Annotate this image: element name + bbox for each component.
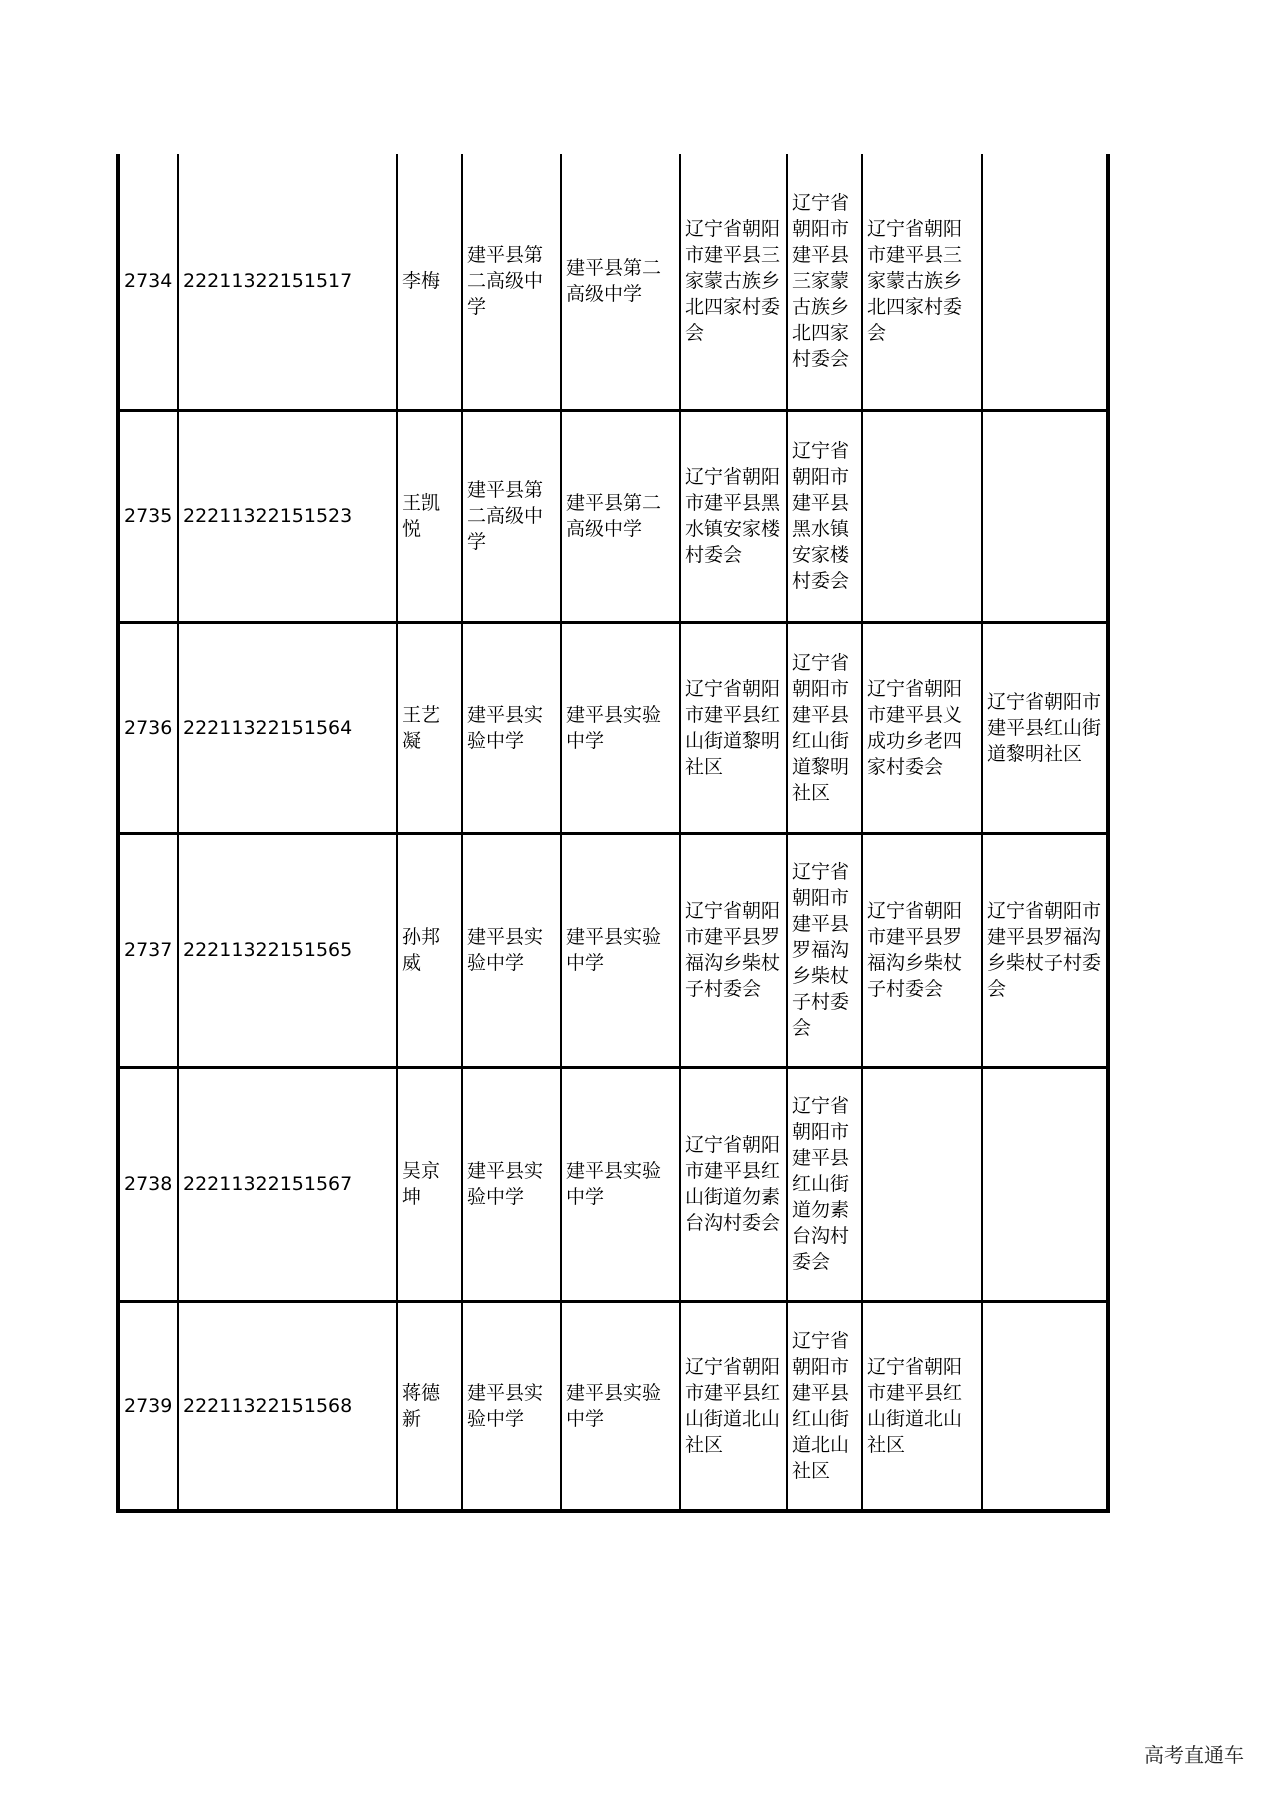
household-address: 辽宁省朝阳市建平县三家蒙古族乡北四家村委会 [680,154,787,410]
roster-table [116,154,1110,1513]
table-row [118,622,1108,833]
guardian-household-address: 辽宁省朝阳市建平县红山街道北山社区 [862,1301,982,1511]
row-number: 2736 [118,622,178,833]
guardian-residence-address [982,1301,1108,1511]
school: 建平县实验中学 [462,1301,561,1511]
household-address: 辽宁省朝阳市建平县红山街道黎明社区 [680,622,787,833]
row-number: 2738 [118,1067,178,1301]
guardian-household-address: 辽宁省朝阳市建平县三家蒙古族乡北四家村委会 [862,154,982,410]
household-address: 辽宁省朝阳市建平县黑水镇安家楼村委会 [680,410,787,622]
row-number: 2737 [118,833,178,1067]
candidate-name: 王艺凝 [397,622,462,833]
graduation-school: 建平县实验中学 [561,833,680,1067]
candidate-name: 孙邦威 [397,833,462,1067]
household-address: 辽宁省朝阳市建平县罗福沟乡柴杖子村委会 [680,833,787,1067]
guardian-residence-address: 辽宁省朝阳市建平县红山街道黎明社区 [982,622,1108,833]
residence-address: 辽宁省朝阳市建平县黑水镇安家楼村委会 [787,410,862,622]
table-row [118,410,1108,622]
residence-address: 辽宁省朝阳市建平县红山街道北山社区 [787,1301,862,1511]
residence-address: 辽宁省朝阳市建平县红山街道勿素台沟村委会 [787,1067,862,1301]
household-address: 辽宁省朝阳市建平县红山街道勿素台沟村委会 [680,1067,787,1301]
candidate-id: 22211322151567 [178,1067,397,1301]
guardian-residence-address [982,410,1108,622]
table-row [118,1067,1108,1301]
residence-address: 辽宁省朝阳市建平县三家蒙古族乡北四家村委会 [787,154,862,410]
table-row [118,154,1108,410]
candidate-id: 22211322151564 [178,622,397,833]
household-address: 辽宁省朝阳市建平县红山街道北山社区 [680,1301,787,1511]
candidate-id: 22211322151568 [178,1301,397,1511]
school: 建平县实验中学 [462,1067,561,1301]
row-number: 2735 [118,410,178,622]
candidate-name: 李梅 [397,154,462,410]
school: 建平县实验中学 [462,622,561,833]
graduation-school: 建平县实验中学 [561,622,680,833]
graduation-school: 建平县实验中学 [561,1301,680,1511]
guardian-residence-address [982,1067,1108,1301]
candidate-name: 吴京坤 [397,1067,462,1301]
school: 建平县第二高级中学 [462,410,561,622]
guardian-household-address [862,410,982,622]
residence-address: 辽宁省朝阳市建平县罗福沟乡柴杖子村委会 [787,833,862,1067]
guardian-residence-address [982,154,1108,410]
candidate-id: 22211322151517 [178,154,397,410]
candidate-id: 22211322151523 [178,410,397,622]
guardian-household-address: 辽宁省朝阳市建平县罗福沟乡柴杖子村委会 [862,833,982,1067]
residence-address: 辽宁省朝阳市建平县红山街道黎明社区 [787,622,862,833]
graduation-school: 建平县第二高级中学 [561,154,680,410]
candidate-name: 蒋德新 [397,1301,462,1511]
graduation-school: 建平县第二高级中学 [561,410,680,622]
guardian-household-address [862,1067,982,1301]
row-number: 2734 [118,154,178,410]
school: 建平县第二高级中学 [462,154,561,410]
table-row [118,833,1108,1067]
graduation-school: 建平县实验中学 [561,1067,680,1301]
row-number: 2739 [118,1301,178,1511]
school: 建平县实验中学 [462,833,561,1067]
guardian-residence-address: 辽宁省朝阳市建平县罗福沟乡柴杖子村委会 [982,833,1108,1067]
watermark-text: 高考直通车 [1144,1743,1244,1767]
candidate-id: 22211322151565 [178,833,397,1067]
guardian-household-address: 辽宁省朝阳市建平县义成功乡老四家村委会 [862,622,982,833]
table-row [118,1301,1108,1511]
candidate-name: 王凯悦 [397,410,462,622]
